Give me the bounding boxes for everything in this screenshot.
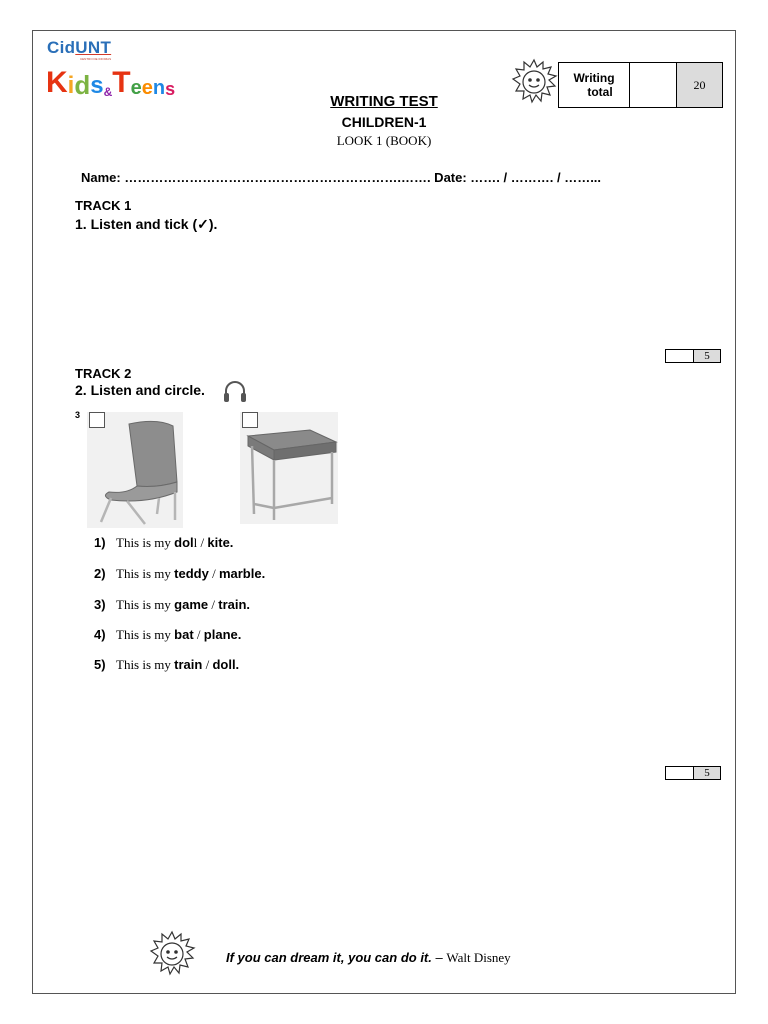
track-1-score-value: 5 xyxy=(693,349,721,363)
option-separator: / xyxy=(193,627,204,642)
logo-letter: s xyxy=(90,72,104,99)
track-1-score-box xyxy=(665,349,721,363)
logo-letter: n xyxy=(152,77,166,99)
checkbox-chair[interactable] xyxy=(89,412,105,428)
track-2-heading: TRACK 2 xyxy=(75,366,132,381)
option-2[interactable]: kite. xyxy=(207,535,234,550)
option-1[interactable]: game xyxy=(174,597,209,612)
track-1-score-input[interactable] xyxy=(665,349,693,363)
quote-text: If you can dream it, you can do it. xyxy=(226,950,432,965)
logo-letter: T xyxy=(112,66,131,99)
item-prefix: This is my xyxy=(116,657,175,672)
footer-quote xyxy=(226,950,511,966)
logo-letter: K xyxy=(46,66,68,99)
option-1[interactable]: teddy xyxy=(174,566,209,581)
sentence-item xyxy=(94,535,233,551)
item-prefix: This is my xyxy=(116,597,175,612)
logo-letter: e xyxy=(130,77,142,99)
option-1[interactable]: dol xyxy=(174,535,194,550)
picture-number: 3 xyxy=(75,410,81,420)
logo-letter: s xyxy=(165,79,176,99)
track-1-instruction: 1. Listen and tick (✓). xyxy=(75,216,218,232)
desk-picture xyxy=(240,412,338,524)
option-separator: / xyxy=(197,535,208,550)
student-info-line: Name: ……………………………………………………….……. Date: ……. / ………. / ……... xyxy=(81,170,602,185)
book-label: LOOK 1 (BOOK) xyxy=(336,133,432,148)
option-2[interactable]: plane. xyxy=(203,627,242,642)
track-2-score-value: 5 xyxy=(693,766,721,780)
track-2-score-box xyxy=(665,766,721,780)
sentence-item xyxy=(94,597,250,613)
logo-letter: i xyxy=(67,72,75,99)
chair-picture xyxy=(87,412,183,528)
logo-cidunt: CidUNT xyxy=(47,38,112,57)
checkbox-desk[interactable] xyxy=(242,412,258,428)
sentence-item xyxy=(94,627,241,643)
sentence-item xyxy=(94,566,265,582)
item-prefix: This is my xyxy=(116,627,175,642)
page-subtitle: CHILDREN-1 xyxy=(341,114,427,130)
option-1[interactable]: train xyxy=(174,657,203,672)
logo-letter: e xyxy=(141,77,153,99)
logo-letter: d xyxy=(74,70,91,100)
item-number: 1) xyxy=(94,535,106,550)
item-number: 5) xyxy=(94,657,106,672)
logo-tagline: CENTRO DE IDIOMAS xyxy=(80,57,112,61)
logo-letter: & xyxy=(103,85,113,99)
track-2-instruction: 2. Listen and circle. xyxy=(75,382,205,398)
track-2-score-input[interactable] xyxy=(665,766,693,780)
item-prefix: This is my xyxy=(116,566,175,581)
quote-author: Walt Disney xyxy=(446,950,511,965)
track-1-heading: TRACK 1 xyxy=(75,198,132,213)
headphones-icon xyxy=(222,379,248,403)
sentence-item xyxy=(94,657,239,673)
option-2[interactable]: doll. xyxy=(212,657,240,672)
option-separator: / xyxy=(202,657,213,672)
quote-dash: – xyxy=(431,950,447,965)
item-number: 4) xyxy=(94,627,106,642)
writing-total-value: 20 xyxy=(677,63,723,108)
item-number: 2) xyxy=(94,566,106,581)
option-2[interactable]: marble. xyxy=(218,566,266,581)
option-separator: / xyxy=(208,566,219,581)
option-2[interactable]: train. xyxy=(218,597,251,612)
option-1-extra: l xyxy=(193,535,198,550)
page-title: WRITING TEST xyxy=(330,93,438,110)
option-1[interactable]: bat xyxy=(174,627,194,642)
option-separator: / xyxy=(208,597,219,612)
footer-sun-icon xyxy=(148,930,196,978)
writing-total-label: Writing total xyxy=(559,63,630,108)
item-number: 3) xyxy=(94,597,106,612)
item-prefix: This is my xyxy=(116,535,175,550)
